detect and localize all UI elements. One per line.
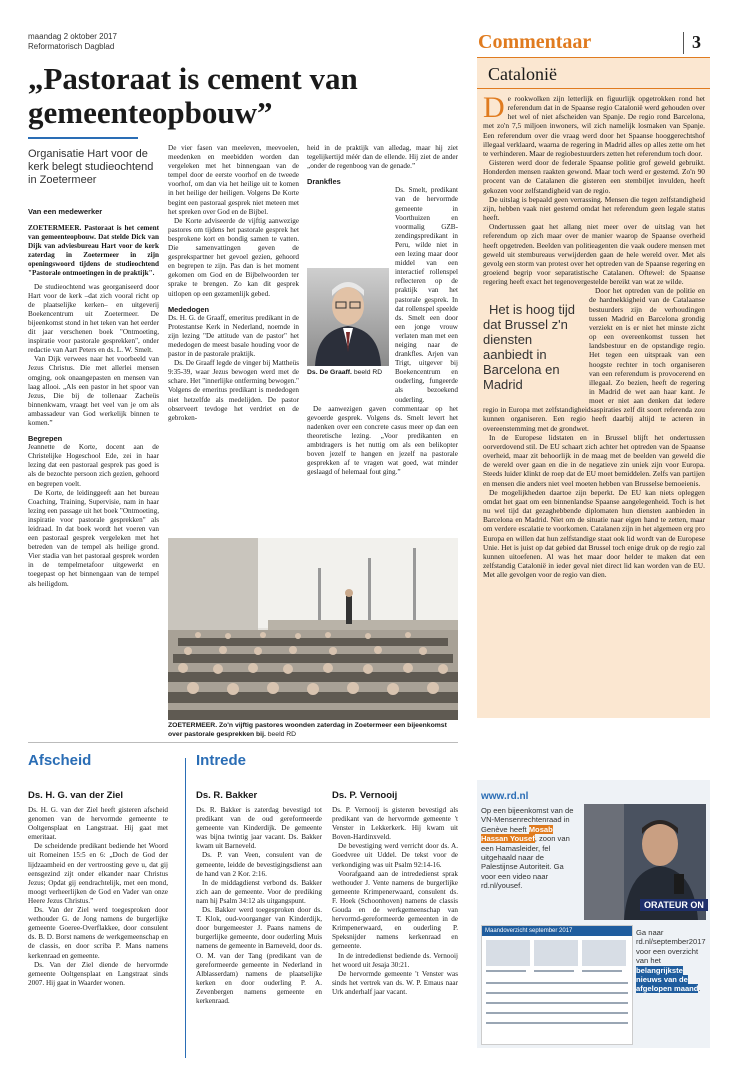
subheading-drankfles: Drankfles: [307, 177, 341, 187]
article-paragraph: Jeannette de Korte, docent aan de Christelijke Hogeschool Ede, zei in haar lezing dat een pastoraal gesprek pas goed is als de bezochte persoon zich gezien, gehoord en begrepen voelt.: [28, 443, 159, 488]
subheading-mededogen: Mededogen: [168, 304, 210, 314]
commentary-body: [483, 94, 705, 712]
article-lead: ZOETERMEER. Pastoraat is het cement van gemeenteopbouw. Dat stelde Dick van Dijk van adviesbureau Hart voor de kerk zaterdag in Zoetermeer in zijn openingswoord tijdens de studieochtend "Pastorale ontmoetingen in de praktijk".: [28, 224, 159, 278]
commentary-title-rule: [477, 88, 710, 89]
intrede-paragraph: In de intrededienst bediende ds. Vernooij het woord uit Jesaja 30:21.: [332, 951, 458, 969]
page-number: 3: [692, 32, 701, 52]
commentary-paragraph: Gisteren werd door de federale Spaanse politie grof geweld gebruikt. Honderden mensen raakten gewond. Maar toch werd er gestemd. Zo'n 90 procent van de Catalanen die gisteren een stembiljet invulden, heeft gekozen voor zelfstandigheid van de regio.: [483, 158, 705, 195]
commentary-paragraph: De uitslag is bepaald geen verrassing. Mensen die tegen zelfstandigheid zijn, hebben vaak niet gestemd omdat het referendum geen legale status heeft.: [483, 194, 705, 223]
intrede-paragraph: In de middagdienst verbond ds. Bakker zich aan de gemeente. Voor de prediking nam hij Psalm 34:12 als uitgangspunt.: [196, 878, 322, 905]
article-paragraph: De vier fasen van meeleven, meevoelen, meedenken en meebidden worden dan vergeleken met het binnengaan van de tempel door de eerste voorhof en de tweede voorhof, om dan via het heilige uit te komen in het heilige der heiligen. Volgens De Korte begint een pastoraal gesprek niet meteen met het spreken over God en de Bijbel.: [168, 144, 299, 216]
intrede-paragraph: Ds. R. Bakker is zaterdag bevestigd tot predikant van de oud gereformeerde gemeente van Kinderdijk. De gemeente was bijna twintig jaar vacant. Ds. Bakker kwam uit Barneveld.: [196, 806, 322, 851]
article-paragraph: De aanwezigen gaven commentaar op het gevoerde gesprek. Volgens ds. Smelt levert het nadenken over een concrete casus meer op dan een theoretische lezing. „Voor predikanten en ambtdragers is het nuttig om als een belikopter boven jezelf te hangen en jezelf na pastorale gesprekken af te vragen wat goed, wat minder geslaagd of helemaal fout ging.”: [307, 404, 458, 477]
afscheid-paragraph: De scheidende predikant bediende het Woord uit Romeinen 15:5 en 6: „Doch de God der lijdzaamheid en der vertroosting geve u, dat gij eensgezind zijt onder elkander naar Christus Jezus; Opdat gij eendrachtelijk, met een mond, moogt verheerlijken de God en Vader van onze Heere Jezus Christus.”: [28, 842, 168, 905]
photo-caption: [168, 722, 458, 739]
highlight-name[interactable]: Mosab Hassan Yousef: [481, 824, 553, 844]
article-paragraph: Ds. Smelt, predikant van de hervormde gemeente in Voorthuizen en voormalig GZB-zendingspredikant in Peru, wilde niet in een lezing maar door middel van een interactief rollenspel reflecteren op de praktijk van het pastorale gesprek. In dat rollenspel speelde ds. Smelt een door een jonge vrouw verlaten man met een neiging naar de drankfles. Arjen van Trigt, uitgever bij Boekencentrum en ouderling, fungeerde als bezoekend ouderling.: [395, 186, 458, 404]
lower-section-rule: [28, 742, 458, 743]
article-paragraph: heid in de praktijk van alledag, maar hij ziet tegelijkertijd méér dan de ellende. Hij ziet de ander „onder de regenboog van de genade.”: [307, 144, 458, 171]
intrede-paragraph: Voorafgaand aan de intrededienst sprak wethouder J. Vente namens de burgerlijke gemeente Krimpenerwaard, consulent ds. F. Hoek (Schoonhoven) namens de classis Gouda en de werkgemeenschap van hervormd-gereformeerde gemeenten in de Krimpenerwaard, en ouderling P. Speksnijder namens kerkenraad en gemeente.: [332, 869, 458, 951]
byline: Van een medewerker: [28, 207, 103, 216]
overview-text: Ga naar rd.nl/september2017 voor een overzicht van het belangrijkste nieuws van de afgelopen maand.: [636, 928, 706, 994]
portrait-figure: [307, 268, 389, 366]
photo-caption-place: ZOETERMEER.: [168, 722, 218, 729]
intrede-paragraph: Ds. P. Vernooij is gisteren bevestigd als predikant van de hervormde gemeente 't Venster in Lekkerkerk. Hij kwam uit Boven-Hardinxveld.: [332, 806, 458, 842]
intrede-body-bakker: [196, 806, 322, 1056]
intrede-body-vernooij: [332, 806, 458, 1056]
article-column-1: [28, 224, 159, 736]
photo-credit: beeld RD: [267, 730, 297, 738]
video-banner: ORATEUR ON: [640, 899, 708, 911]
commentary-paragraph: In de Europese lidstaten en in Brussel blijft het ondertussen oorverdovend stil. De EU schaart zich achter het optreden van de Spaanse overheid, maar zit behoorlijk in de maag met de beelden van geweld die de wereld over gaan en die in de negatieve zin uniek zijn voor Europa. Steeds luider klinkt de roep dat de EU moet bemiddelen. Zelfs van partijen en mensen die anders niet veel moeten hebben van Brusselse bemoeienis.: [483, 432, 705, 488]
article-paragraph: Ds. H. G. de Graaff, emeritus predikant in de Protestantse Kerk in Nederland, noemde in zijn lezing "De attitude van de pastor" het mededogen de meest basale houding voor de pastor in de pastorale praktijk.: [168, 313, 299, 359]
intrede-paragraph: De hervormde gemeente 't Venster was sinds het vertrek van ds. W. P. Emaus naar Urk anderhalf jaar vacant.: [332, 969, 458, 996]
promo-url[interactable]: www.rd.nl: [481, 791, 529, 802]
church-interior-scene: [168, 538, 458, 720]
photo-caption-text: Zo'n vijftig pastores woonden zaterdag in Zoetermeer een bijeenkomst over pastorale gesprekken bij.: [168, 722, 447, 738]
section-title: Commentaar: [478, 31, 592, 53]
portrait-caption-name: Ds. De Graaff.: [307, 369, 352, 376]
promo-video-text: Op een bijeenkomst van de VN-Mensenrechtenraad in Genève heeft Mosab Hassan Yousef, zoon van een Hamasleider, fel uitgehaald naar de Palestijnse Autoriteit. Ga voor een video naar rd.nl/yousef.: [481, 806, 574, 891]
overview-preview: [482, 936, 632, 1036]
commentary-paragraph: Het is hoog tijd dat Brussel z'n diensten aanbiedt in Barcelona en Madrid Door het optreden van de politie en de hardnekkigheid van de Catalaanse bestuurders zijn de verhoudingen tussen Madrid en Barcelona grondig verziekt en is er niet het minste zicht op een overeenkomst tussen het landsbestuur en de opstandige regio. Het tegen een uitspraak van een hoogste rechter in toch organiseren van een referendum is provocerend en illegaal. Zo bezien, heeft de regering in Madrid de wet aan haar kant. Je moet er niet aan denken dat iedere regio in Europa met zelfstandigheidsaspiraties zelf dit soort referenda zou kunnen organiseren. Een regio heeft daarbij altijd te acteren in overeenstemming met de grondwet.: [483, 286, 705, 433]
paper-name: Reformatorisch Dagblad: [28, 42, 115, 51]
date-line: maandag 2 oktober 2017: [28, 32, 117, 41]
afscheid-name: Ds. H. G. van der Ziel: [28, 790, 124, 801]
intrede-name-bakker: Ds. R. Bakker: [196, 790, 258, 801]
intrede-heading: Intrede: [196, 752, 247, 769]
intrede-paragraph: Ds. P. van Veen, consulent van de gemeente, leidde de bevestigingsdienst aan de hand van 2 Kor. 2:16.: [196, 851, 322, 878]
portrait-credit: beeld RD: [353, 369, 383, 376]
commentary-paragraph: De mogelijkheden daartoe zijn beperkt. De EU kan niets opleggen omdat het gaat om een binnenlandse Spaanse aangelegenheid. Toch is het nu wel tijd dat gezaghebbende diplomaten hun diensten aanbieden in Barcelona en Madrid. Niet om de situatie naar eigen hand te zetten, maar om verdere escalatie te voorkomen. Catalanen zijn in het algemeen erg pro Europa en willen dat hun zelfstandige staat ook lid wordt van de Europese Unie. Het is juist op dat gebied dat Brussel toch enige druk op de regio zal kunnen uitoefenen. Al was het maar door helder te maken dat een zelfstandig Catalonië in ieder geval niet direct lid kan worden van de EU. Met alle gevolgen voor de regio van dien.: [483, 487, 705, 580]
afscheid-paragraph: Ds. H. G. van der Ziel heeft gisteren afscheid genomen van de hervormde gemeente te Ooltgensplaat en Langstraat. Hij gaat met emeritaat.: [28, 806, 168, 842]
dropcap: D: [483, 94, 505, 124]
article-paragraph: Van Dijk verwees naar het voorbeeld van Jezus Christus. Die met allerlei mensen omging, ook onaangepasten en mensen van laag allooi. „Als een pastor in het spoor van Jezus, Die bij de tollenaar Zacheüs binnenkwam, vraagt het veel van je om als ambassadeur van God werkelijk binnen te komen.”: [28, 355, 159, 427]
afscheid-body: [28, 806, 168, 1056]
article-column-2: [168, 144, 299, 534]
highlight-news[interactable]: belangrijkste nieuws van de afgelopen maand: [636, 965, 699, 994]
afscheid-paragraph: Ds. Van der Ziel werd toegesproken door wethouder G. de Jong namens de burgerlijke gemeente Goeree-Overflakkee, door consulent ds. B. D. Borst namens de werkgemeenschap en de classis, en door scriba P. Mans namens kerkenraad en gemeente.: [28, 906, 168, 960]
overview-label: Maandoverzicht september 2017: [482, 926, 632, 936]
afscheid-intrede-divider: [185, 758, 186, 1058]
section-underline: [477, 57, 710, 58]
pullquote: Het is hoog tijd dat Brussel z'n diensten aanbiedt in Barcelona en Madrid: [483, 302, 575, 393]
portrait-photo: [307, 268, 389, 366]
headline-rule: [28, 137, 138, 139]
intrede-paragraph: Ds. Bakker werd toegesproken door ds. T. Klok, oud-voorganger van Kinderdijk, door burgemeester J. Paans namens de burgerlijke gemeente, door ouderling Muis namens de gemeente in Barneveld, door ds. O. M. van der Tang (predikant van de gereformeerde gemeente in Nederland in Alblasserdam) namens de plaatselijke kerken en door ouderling P. A. Zevenbergen namens gemeente en kerkenraad.: [196, 906, 322, 1005]
church-photo: [168, 538, 458, 720]
afscheid-paragraph: Ds. Van der Ziel diende de hervormde gemeente Ooltgensplaat en Langstraat sinds 2007. Hij gaat in Waarder wonen.: [28, 960, 168, 987]
portrait-caption: [307, 369, 382, 377]
page-number-divider: [683, 32, 684, 54]
commentary-paragraph: Ondertussen gaat het allang niet meer over de uitslag van het referendum op zich maar over de manier waarop de Spaanse overheid heeft opgetreden. Beelden van politieagenten die vaak oudere mensen met geweld uit stembureaus verwijderden gaan de hele wereld over. Met als gevolg een storm van protest over het optreden van de Spaanse regering en groeiend begrip voor separatistische Catalanen. Oftewel: de Spaanse regering heeft exact het tegenovergestelde bereikt van wat ze wilde.: [483, 222, 705, 287]
article-paragraph: De studieochtend was georganiseerd door Hart voor de kerk –dat zich vooral richt op de plaatselijke kerken– en uitgeverij Boekencentrum uit Zoetermeer. De bijeenkomst stond in het teken van het eerder dit jaar verschenen boek "Ontmoeting, inspiratie voor pastorale gesprekken", onder redactie van Aart Peters en ds. L. W. Smelt.: [28, 282, 159, 355]
intrede-paragraph: De bevestiging werd verricht door ds. A. Goedvree uit Uddel. De tekst voor de verkondiging was uit Psalm 92:14-16.: [332, 842, 458, 869]
afscheid-heading: Afscheid: [28, 752, 92, 769]
article-headline: „Pastoraat is cement van gemeenteopbouw”: [28, 61, 358, 130]
article-intro: Organisatie Hart voor de kerk belegt studieochtend in Zoetermeer: [28, 148, 154, 186]
commentary-title: Catalonië: [488, 64, 557, 84]
article-paragraph: De Korte, de leidinggeeft aan het bureau Coaching, Training, Supervisie, nam in haar lezing een passage uit het boek "Ontmoeting, inspiratie voor pastorale gesprekken" als leidraad. In dat boek wordt het voeren van een pastoraal gesprek vergeleken met het betreden van de tempel als heilige grond. Vier stadia van het pastoraal gesprek worden in de tempelmetafoor uitgewerkt en toegepast op het binnengaan van de tempel als heiligdom.: [28, 488, 159, 588]
commentary-paragraph: De rookwolken zijn letterlijk en figuurlijk opgetrokken rond het referendum dat in de Spaanse regio Catalonië werd gehouden over het wel of niet afscheiden van Spanje. De regio rond Barcelona, met zo'n 7,5 miljoen inwoners, wil zich namelijk losmaken van Spanje. Een referendum over die vraag werd door het Spaanse hooggerechtshof illegaal verklaard, waarna de regering in Madrid alles op alles zette om het te verhinderen. Maar de regiobestuurders zetten het referendum toch door.: [483, 94, 705, 158]
overview-thumbnail[interactable]: [481, 925, 633, 1045]
article-paragraph: De Korte adviseerde de vijftig aanwezige pastores om tijdens het pastorale gesprek het besprokene kort en bondig samen te vatten. Die samenvattingen geven de gesprekspartner het gevoel gezien, gehoord en begrepen te zijn. Pas dan is het moment gekomen om God en de Bijbelwoorden ter sprake te brengen. Zo kan dit gesprek uitlopen op een gezamenlijk gebed.: [168, 216, 299, 298]
article-paragraph: Ds. De Graaff legde de vinger bij Mattheüs 9:35-39, waar Jezus bewogen werd met de schare. Het "innerlijke ontferming bewogen." Volgens de emeritus predikant is mededogen niet hetzelfde als medelijden. De pastor observeert tevdoge het verdriet en de gebroken-: [168, 359, 299, 422]
intrede-name-vernooij: Ds. P. Vernooij: [332, 790, 398, 801]
subheading-begrepen: Begrepen: [28, 434, 63, 444]
